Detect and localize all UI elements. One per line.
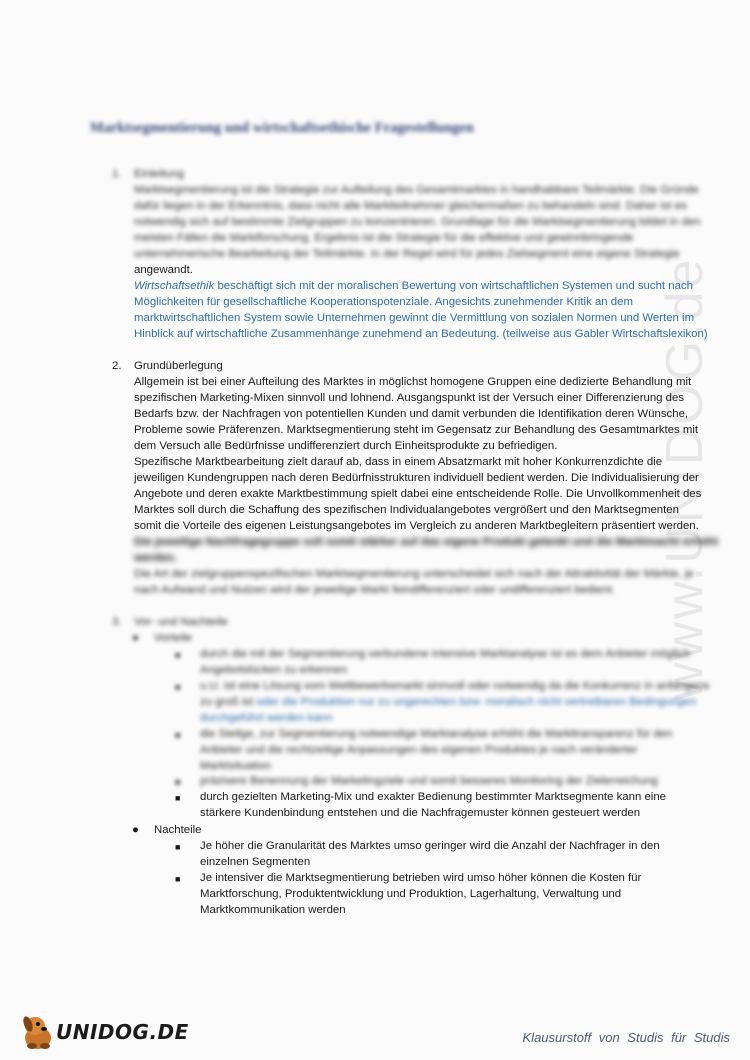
- bullet-square-icon: ■: [175, 777, 181, 787]
- watermark: www.UNIDOG.de: [656, 256, 714, 700]
- text-line: Die Art der zielgruppenspezifischen Marktsegmentierung unterscheidet sich nach der Attraktivität der Märkte, je: [134, 568, 694, 580]
- text-line: Allgemein ist bei einer Aufteilung des Marktes in möglichst homogene Gruppen eine dedizierte Behandlung mit: [134, 376, 692, 388]
- ethics-term: Wirtschaftsethik: [134, 280, 215, 292]
- section-number: 1.: [112, 168, 122, 180]
- ethics-line: Möglichkeiten für gesellschaftliche Kooperationspotenziale. Angesichts zunehmender Kritik an dem: [134, 296, 633, 308]
- footer-slogan: Klausurstoff von Studis für Studis: [522, 1030, 730, 1045]
- bullet-square-icon: ■: [175, 682, 181, 692]
- section-number: 3.: [112, 616, 122, 628]
- text-line: meisten Fällen die Marktforschung. Ergebnis ist die Strategie für die effektive und gewinnbringende: [134, 232, 634, 244]
- bullet-square-icon: ■: [175, 650, 181, 660]
- bullet-square-icon: ■: [175, 874, 181, 884]
- ethics-text: beschäftigt sich mit der moralischen Bewertung von wirtschaftlichen Systemen und sucht nach: [214, 280, 693, 292]
- text-line: Angebote und deren exakte Marktbestimmung spielt dabei eine entscheidende Rolle. Die Unvollkommenheit des: [134, 488, 702, 500]
- text-line: Die jeweilige Nachfragegruppe soll somit stärker auf das eigene Produkt gelenkt und die Marktmacht erhöht: [134, 536, 719, 548]
- text-line: werden.: [134, 552, 178, 564]
- text-line: Spezifische Marktbearbeitung zielt darauf ab, dass in einem Absatzmarkt mit hoher Konkurrenzdichte die: [134, 456, 663, 468]
- text-line: somit die Vorteile des eigenen Leistungsangebotes im Vergleich zu anderen Marktbegleitern präsentiert werden.: [134, 520, 699, 532]
- document-page: www.UNIDOG.de Marktsegmentierung und wirtschaftsethische Fragestellungen 1. Einleitung Marktsegmentierung ist die Strategie zur Aufteilung des Gesamtmarktes in handhabbare Teilmärkte. Die Gründe dafür liegen in der Erkenntnis, dass nicht alle Marktteilnehmer gleichermaßen zu behandeln sind. Daher ist es notwendig sich auf bestimmte Zielgruppen zu konzentrieren. Grundlage für die Marktsegmentierung bildet in den meisten Fällen die Marktforschung. Ergebnis ist die Strategie für die effektive und gewinnbringende unternehmerische Bearbeitung der Teilmärkte. In der Regel wird für jedes Zielsegment eine eigene Strategie angewandt. Wirtschaftsethik beschäftigt sich mit der moralischen Bewertung von wirtschaftlichen Systemen und sucht nach Möglichkeiten für gesellschaftliche Kooperationspotenziale. Angesichts zunehmender Kritik an dem marktwirtschaftlichen System sowie Unternehmen gewinnt die Vermittlung von sozialen Normen und Werten im Hinblick auf wirtschaftliche Zusammenhänge zunehmend an Bedeutung. (teilweise aus Gabler Wirtschaftslexikon) 2. Grundüberlegung Allgemein ist bei einer Aufteilung des Marktes in möglichst homogene Gruppen eine dedizierte Behandlung mit spezifischen Marketing-Mixen sinnvoll und lohnend. Ausgangspunkt ist der Versuch einer Differenzierung des Bedarfs bzw. der Nachfragen von potentiellen Kunden und damit verbunden die Identifikation deren Wünsche, Probleme sowie Präferenzen. Marktsegmentierung steht im Gegensatz zur Behandlung des Gesamtmarktes mit dem Versuch alle Bedürfnisse undifferenziert durch Einheitsprodukte zu befriedigen. Spezifische Marktbearbeitung zielt darauf ab, dass in einem Absatzmarkt mit hoher Konkurrenzdichte die jeweiligen Kundengruppen nach deren Bedürfnisstrukturen individuell bedient werden. Die Individualisierung der Angebote und deren exakte Marktbestimmung spielt dabei eine entscheidende Rolle. Die Unvollkommenheit des Marktes soll durch die Schaffung des spezifischen Individualangebotes vergrößert und den Marktsegmenten somit die Vorteile des eigenen Leistungsangebotes im Vergleich zu anderen Marktbegleitern präsentiert werden. Die jeweilige Nachfragegruppe soll somit stärker auf das eigene Produkt gelenkt und die Marktmacht erhöht werden. Die Art der zielgruppenspezifischen Marktsegmentierung unterscheidet sich nach der Attraktivität der Märkte, je nach Aufwand und Nutzen wird der jeweilige Markt feindifferenziert oder undifferenziert bedient. 3. Vor- und Nachteile ● Vorteile ■ durch die mit der Segmentierung verbundene intensive Marktanalyse ist es dem Anbieter möglich Angebotslücken zu erkennen ■ u.U. ist eine Lösung vom Wettbewerbsmarkt sinnvoll oder notwendig da die Konkurrenz in anfangens zu groß ist oder die Produktion nur zu ungerechten bzw. moralisch nicht vertretbaren Bedingungen durchgeführt werden kann ■ die Steilge, zur Segmentierung notwendige Marktanalyse erhöht die Markttransparenz für den Anbieter und die rechtzeitige Anpassungen des eigenen Produktes je nach veränderter Marktsituation ■ präzisere Benennung der Marketingziele und somit besseres Monitoring der Zielerreichung ■ durch gezielten Marketing-Mix und exakter Bedienung bestimmter Marktsegmente kann eine stärkere Kundenbindung entstehen und die Nachfragemuster können gesteuert werden ● Nachteile ■ Je höher die Granularität des Marktes umso geringer wird die Anzahl der Nachfrager in den einzelnen Segmenten ■ Je intensiver die Marktsegmentierung betrieben wird umso höher können die Kosten für Marktforschung, Produktentwicklung und Produktion, Lagerhaltung, Verwaltung und Marktkommunikation werden UNIDOG.DE Klausurstoff von Studis für Studis: [0, 0, 750, 1060]
- section-heading: Grundüberlegung: [134, 360, 223, 372]
- unidog-logo[interactable]: [18, 1010, 189, 1052]
- text-line: angewandt.: [134, 264, 193, 276]
- text-line: nach Aufwand und Nutzen wird der jeweilige Markt feindifferenziert oder undifferenziert bedient.: [134, 584, 615, 596]
- section-heading: Vor- und Nachteile: [134, 616, 228, 628]
- dog-mascot-icon: [18, 1010, 58, 1052]
- bullet-square-icon: ■: [175, 842, 181, 852]
- section-body: [134, 166, 708, 342]
- bullet-square-icon: ■: [175, 793, 181, 803]
- section-number: 2.: [112, 360, 122, 372]
- bullet-dot-icon: ●: [132, 632, 139, 644]
- text-line: Marktes soll durch die Schaffung des spezifischen Individualangebotes vergrößert und den Marktsegmenten: [134, 504, 679, 516]
- text-line: Marktsegmentierung ist die Strategie zur Aufteilung des Gesamtmarktes in handhabbare Teilmärkte. Die Gründe: [134, 184, 699, 196]
- section-heading: Einleitung: [134, 168, 185, 180]
- bullet-dot-icon: ●: [132, 824, 139, 836]
- text-line: dafür liegen in der Erkenntnis, dass nicht alle Marktteilnehmer gleichermaßen zu behandeln sind. Daher ist es: [134, 200, 687, 212]
- ethics-line: marktwirtschaftlichen System sowie Unternehmen gewinnt die Vermittlung von sozialen Normen und Werten im: [134, 312, 695, 324]
- text-line: spezifischen Marketing-Mixen sinnvoll und lohnend. Ausgangspunkt ist der Versuch einer Differenzierung des: [134, 392, 685, 404]
- ethics-line: [134, 278, 693, 294]
- text-line: Bedarfs bzw. der Nachfragen von potentiellen Kunden und damit verbunden die Identifikation deren Wünsche,: [134, 408, 689, 420]
- text-line: unternehmerische Bearbeitung der Teilmärkte. In der Regel wird für jedes Zielsegment eine eigene Strategie: [134, 248, 680, 260]
- text-line: dem Versuch alle Bedürfnisse undifferenziert durch Einheitsprodukte zu befriedigen.: [134, 440, 558, 452]
- logo-text: UNIDOG.DE: [56, 1020, 189, 1044]
- text-line: Probleme sowie Präferenzen. Marktsegmentierung steht im Gegensatz zur Behandlung des Gesamtmarktes mit: [134, 424, 699, 436]
- ethics-line: Hinblick auf wirtschaftliche Zusammenhänge zunehmend an Bedeutung. (teilweise aus Gabler Wirtschaftslexikon): [134, 328, 708, 340]
- text-line: notwendig sich auf bestimmte Zielgruppen zu konzentrieren. Grundlage für die Marktsegmentierung bildet in den: [134, 216, 701, 228]
- text-line: jeweiligen Kundengruppen nach deren Bedürfnisstrukturen individuell bedient werden. Die Individualisierung der: [134, 472, 699, 484]
- document-title: Marktsegmentierung und wirtschaftsethische Fragestellungen: [90, 120, 474, 136]
- section-body: [134, 614, 674, 630]
- bullet-square-icon: ■: [175, 730, 181, 740]
